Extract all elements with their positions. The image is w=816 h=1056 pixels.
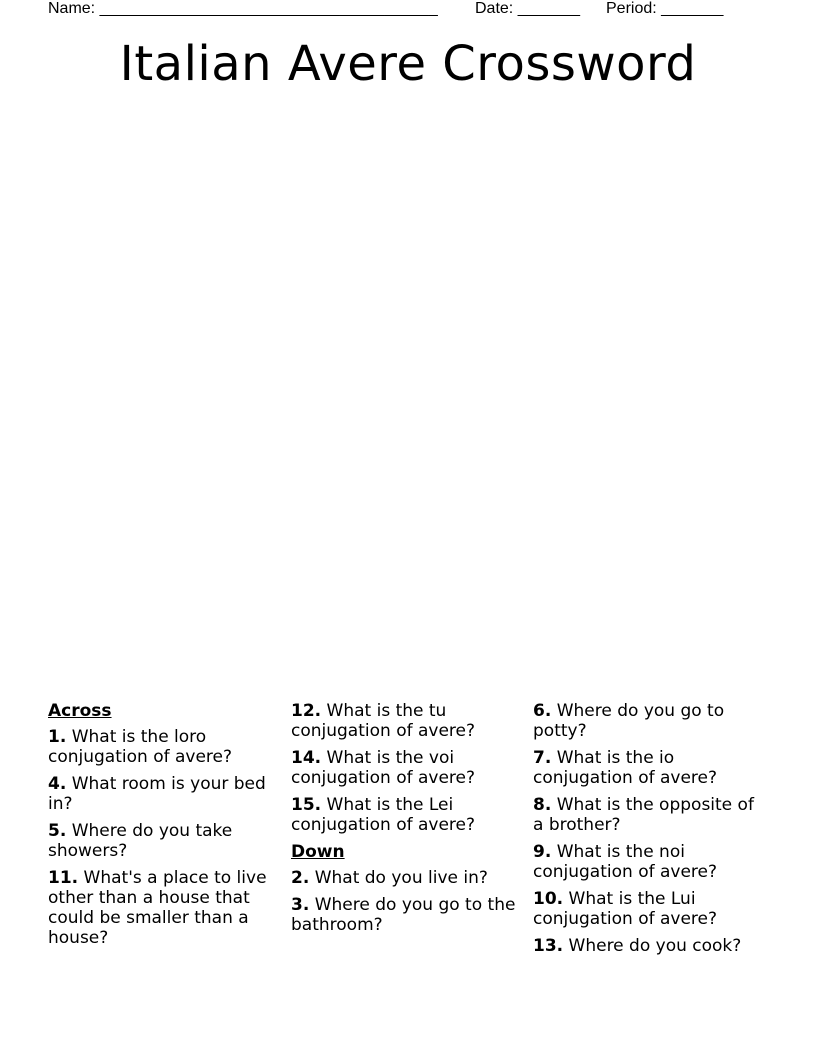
clue-down-7: 7. What is the io conjugation of avere? [533,748,718,788]
clue-across-12: 12. What is the tu conjugation of avere? [291,701,476,741]
clue-across-5: 5. Where do you take showers? [48,821,233,861]
clue-column-3 [533,701,763,963]
clue-down-9: 9. What is the noi conjugation of avere? [533,842,718,882]
clue-column-1 [48,701,273,955]
clue-down-3: 3. Where do you go to the bathroom? [291,895,516,935]
date-field: Date: _______ [475,0,580,17]
clue-across-14: 14. What is the voi conjugation of avere? [291,748,476,788]
clue-down-2: 2. What do you live in? [291,868,488,888]
page-title: Italian Avere Crossword [119,36,697,92]
clue-down-13: 13. Where do you cook? [533,936,742,956]
clue-across-1: 1. What is the loro conjugation of avere? [48,727,233,767]
clue-across-4: 4. What room is your bed in? [48,774,266,814]
across-heading: Across [48,701,112,721]
name-field: Name: ______________________________________ [48,0,438,17]
down-heading: Down [291,842,345,862]
clue-down-6: 6. Where do you go to potty? [533,701,725,741]
worksheet-header [48,0,768,20]
crossword-grid-area [48,110,768,690]
clue-column-2 [291,701,516,942]
period-field: Period: _______ [606,0,724,17]
clue-across-11: 11. What's a place to live other than a house that could be smaller than a house? [48,868,267,948]
clue-down-10: 10. What is the Lui conjugation of avere? [533,889,718,929]
clue-down-8: 8. What is the opposite of a brother? [533,795,754,835]
clue-across-15: 15. What is the Lei conjugation of avere? [291,795,476,835]
